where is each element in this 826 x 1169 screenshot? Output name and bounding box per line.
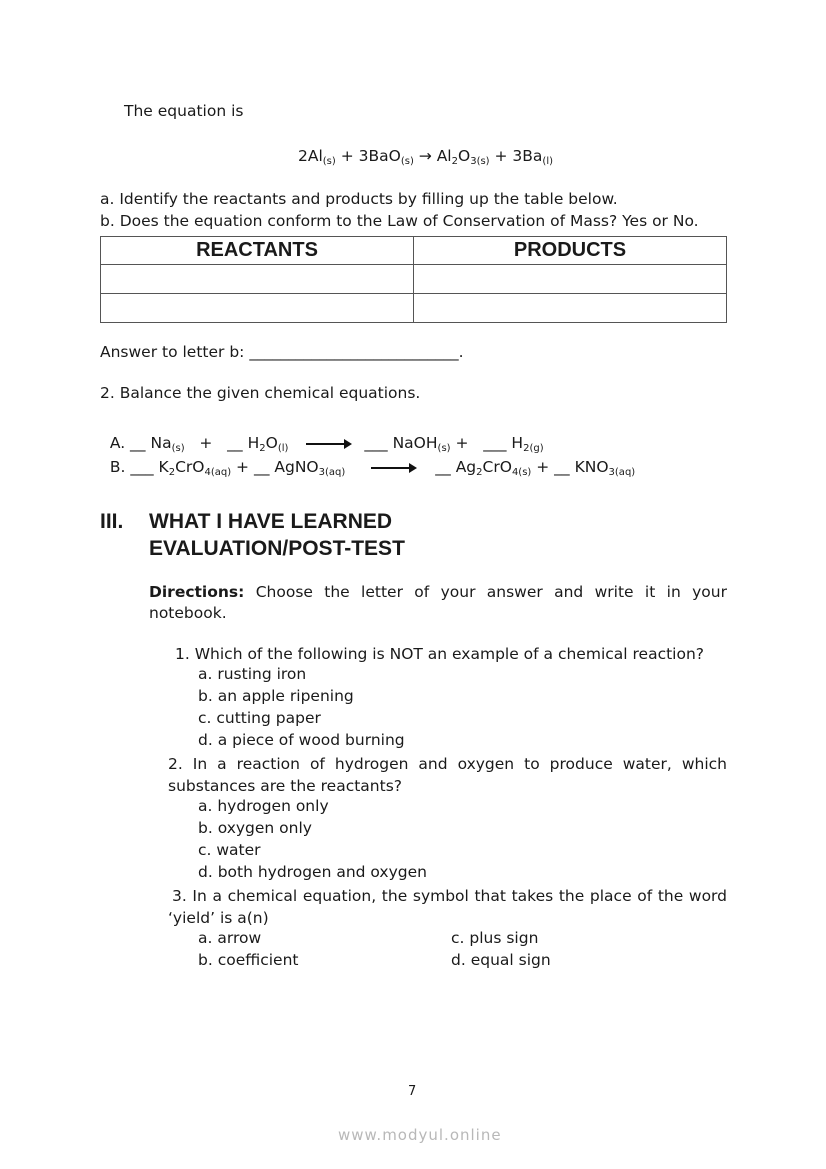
reactants-products-table [100, 236, 727, 323]
section-subtitle: EVALUATION/POST-TEST [149, 537, 405, 560]
table-cell[interactable] [414, 294, 727, 323]
table-cell[interactable] [101, 294, 414, 323]
list-item: a. arrow [198, 929, 262, 947]
list-item: d. equal sign [451, 951, 551, 969]
directions: Directions: Choose the letter of your answer and write it in your notebook. [149, 583, 727, 622]
page-number: 7 [408, 1084, 417, 1099]
balance-title: 2. Balance the given chemical equations. [100, 384, 421, 402]
table-header-reactants: REACTANTS [101, 237, 414, 265]
question-3-stem: 3. In a chemical equation, the symbol that takes the place of the word ‘yield’ is a(n) [168, 887, 727, 927]
table-cell[interactable] [414, 265, 727, 294]
table-cell[interactable] [101, 265, 414, 294]
watermark: www.modyul.online [338, 1126, 502, 1144]
list-item: d. both hydrogen and oxygen [198, 863, 427, 881]
table-row [101, 294, 727, 323]
equation-b: B. ___ $K_2CrO_{4(aq)}$ + __ AgNO$_{3(aq)}$ __ $Ag_2CrO_{4(s)}$ + __ $KNO_{3(aq)}$ [109, 458, 636, 478]
reaction-arrow-icon [371, 467, 415, 469]
list-item: c. plus sign [451, 929, 539, 947]
directions-label: Directions: [149, 583, 245, 601]
answer-b-line: Answer to letter b: ___________________________. [100, 343, 464, 361]
question-1-stem: 1. Which of the following is NOT an example of a chemical reaction? [175, 645, 705, 663]
question-a: a. Identify the reactants and products by filling up the table below. [100, 190, 618, 208]
intro-text: The equation is [124, 102, 244, 120]
list-item: a. hydrogen only [198, 797, 329, 815]
main-equation: $2Al_{(s)} + 3BaO_{(s)} \to Al_2O_{3(s)} + 3Ba_{(l)}$ [298, 147, 554, 167]
list-item: d. a piece of wood burning [198, 731, 405, 749]
table-row [101, 265, 727, 294]
table-header-products: PRODUCTS [414, 237, 727, 265]
list-item: b. an apple ripening [198, 687, 354, 705]
question-b: b. Does the equation conform to the Law of Conservation of Mass? Yes or No. [100, 212, 699, 230]
list-item: a. rusting iron [198, 665, 307, 683]
list-item: b. oxygen only [198, 819, 312, 837]
list-item: c. water [198, 841, 261, 859]
section-title: WHAT I HAVE LEARNED [149, 510, 393, 533]
question-2-stem: 2. In a reaction of hydrogen and oxygen to produce water, which substances are the reactants? [168, 755, 727, 795]
section-number: III. [100, 510, 124, 533]
equation-a: A. __ $Na_{(s)}$ + __ $H_2O_{(l)}$ ___ NaOH$_{(s)}$ + ___ $H_{2(g)}$ [109, 434, 544, 454]
list-item: c. cutting paper [198, 709, 321, 727]
list-item: b. coefficient [198, 951, 299, 969]
